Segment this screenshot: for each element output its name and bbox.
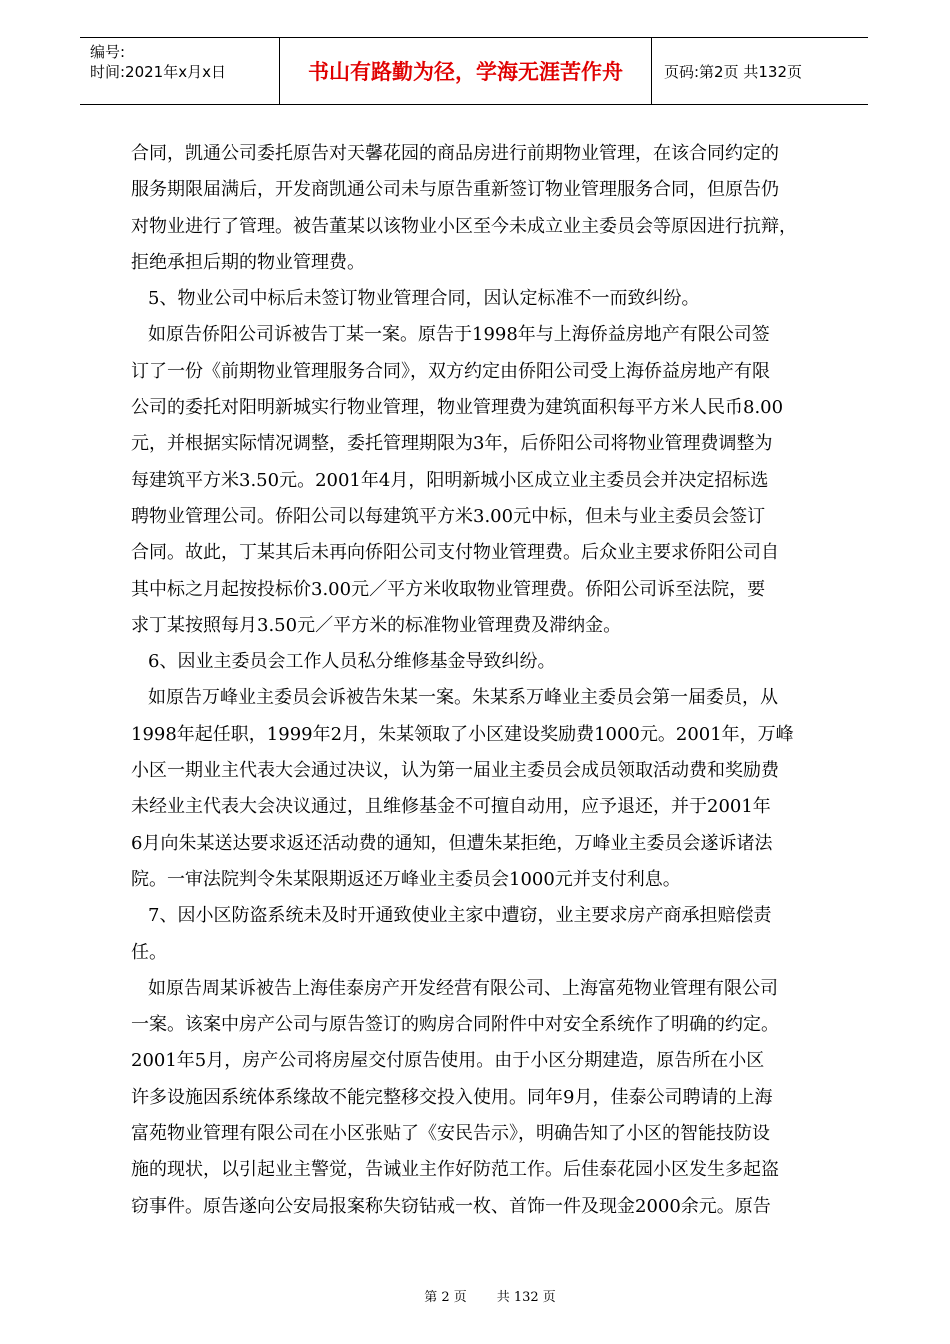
text-line: 元，并根据实际情况调整，委托管理期限为3年，后侨阳公司将物业管理费调整为 <box>131 433 773 455</box>
text-line: 窃事件。原告遂向公安局报案称失窃钻戒一枚、首饰一件及现金2000余元。原告 <box>131 1195 771 1217</box>
text-line: 聘物业管理公司。侨阳公司以每建筑平方米3.00元中标，但未与业主委员会签订 <box>131 505 766 527</box>
text-line: 求丁某按照每月3.50元／平方米的标准物业管理费及滞纳金。 <box>131 614 622 636</box>
text-line: 每建筑平方米3.50元。2001年4月，阳明新城小区成立业主委员会并决定招标选 <box>131 469 769 491</box>
text-line: 订了一份《前期物业管理服务合同》，双方约定由侨阳公司受上海侨益房地产有限 <box>131 360 770 382</box>
header-meta <box>80 38 280 104</box>
text-line: 许多设施因系统体系缘故不能完整移交投入使用。同年9月，佳泰公司聘请的上海 <box>131 1086 773 1108</box>
text-line: 小区一期业主代表大会通过决议，认为第一届业主委员会成员领取活动费和奖励费 <box>131 760 779 782</box>
text-line: 如原告周某诉被告上海佳泰房产开发经营有限公司、上海富苑物业管理有限公司 <box>148 977 778 999</box>
page-header <box>80 37 868 105</box>
footer-page-total: 共 132 页 <box>496 1290 556 1305</box>
text-line: 2001年5月，房产公司将房屋交付原告使用。由于小区分期建造，原告所在小区 <box>131 1050 765 1072</box>
text-line: 合同，凯通公司委托原告对天馨花园的商品房进行前期物业管理，在该合同约定的 <box>131 143 779 164</box>
header-page-label: 页码:第2页 共132页 <box>664 62 802 81</box>
text-line: 如原告万峰业主委员会诉被告朱某一案。朱某系万峰业主委员会第一届委员，从 <box>148 687 778 709</box>
text-line: 1998年起任职，1999年2月，朱某领取了小区建设奖励费1000元。2001年，万峰 <box>131 723 794 745</box>
text-line: 6、因业主委员会工作人员私分维修基金导致纠纷。 <box>148 651 556 673</box>
text-line: 施的现状，以引起业主警觉，告诫业主作好防范工作。后佳泰花园小区发生多起盗 <box>131 1159 779 1181</box>
footer-page-current: 第 2 页 <box>424 1290 467 1305</box>
text-line: 任。 <box>131 941 167 963</box>
text-line: 如原告侨阳公司诉被告丁某一案。原告于1998年与上海侨益房地产有限公司签 <box>148 324 770 346</box>
text-line: 公司的委托对阳明新城实行物业管理，物业管理费为建筑面积每平方米人民币8.00 <box>131 397 784 419</box>
text-line: 7、因小区防盗系统未及时开通致使业主家中遭窃，业主要求房产商承担赔偿责 <box>148 905 772 927</box>
text-line: 对物业进行了管理。被告董某以该物业小区至今未成立业主委员会等原因进行抗辩， <box>131 215 797 237</box>
header-motto: 书山有路勤为径，学海无涯苦作舟 <box>280 38 652 104</box>
text-line: 服务期限届满后，开发商凯通公司未与原告重新签订物业管理服务合同，但原告仍 <box>131 179 779 201</box>
time-label: 时间:2021年x月x日 <box>90 63 226 81</box>
page-footer <box>0 1286 950 1305</box>
number-label: 编号: <box>90 43 126 61</box>
text-line: 院。一审法院判令朱某限期返还万峰业主委员会1000元并支付利息。 <box>131 868 681 890</box>
text-line: 5、物业公司中标后未签订物业管理合同，因认定标准不一而致纠纷。 <box>148 288 700 310</box>
text-line: 其中标之月起按投标价3.00元／平方米收取物业管理费。侨阳公司诉至法院，要 <box>131 578 766 600</box>
text-line: 6月向朱某送达要求返还活动费的通知，但遭朱某拒绝，万峰业主委员会遂诉诸法 <box>131 832 773 854</box>
document-body <box>131 136 821 1225</box>
text-line: 未经业主代表大会决议通过，且维修基金不可擅自动用，应予退还，并于2001年 <box>131 796 771 818</box>
text-line: 合同。故此，丁某其后未再向侨阳公司支付物业管理费。后众业主要求侨阳公司自 <box>131 542 779 564</box>
text-line: 富苑物业管理有限公司在小区张贴了《安民告示》，明确告知了小区的智能技防设 <box>131 1123 770 1145</box>
text-line: 拒绝承担后期的物业管理费。 <box>131 251 365 273</box>
text-line: 一案。该案中房产公司与原告签订的购房合同附件中对安全系统作了明确的约定。 <box>131 1014 779 1036</box>
